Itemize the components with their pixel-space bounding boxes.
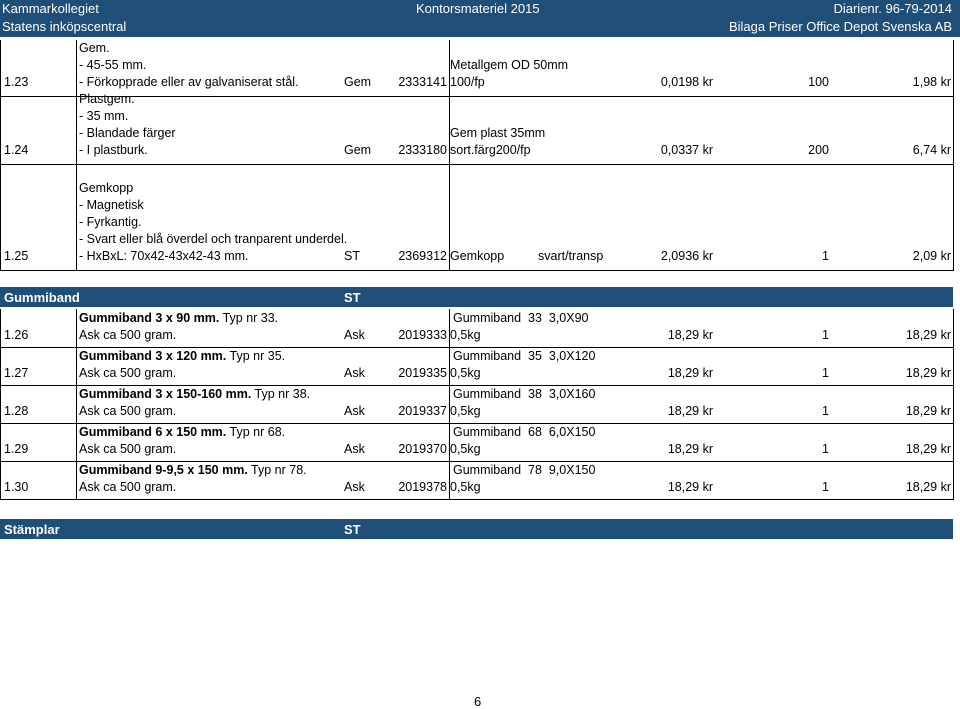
article-number: 2019333: [398, 328, 447, 342]
item-unit: Gem: [344, 75, 372, 89]
header-suborg: Statens inköpscentral: [2, 19, 127, 34]
section-title: Stämplar: [4, 522, 60, 537]
page-number: 6: [474, 694, 482, 709]
row-border: [0, 461, 953, 462]
product-name-variant: 0,5kg: [450, 328, 481, 342]
product-name: Metallgem OD 50mm: [450, 58, 569, 72]
item-title: Gummiband 3 x 120 mm.: [79, 349, 227, 363]
item-unit: Ask: [344, 404, 365, 418]
item-description-line: Ask ca 500 gram.: [79, 366, 177, 380]
quantity: 100: [808, 75, 829, 89]
item-description-line: Gem.: [79, 41, 110, 55]
item-number: 1.30: [4, 480, 29, 494]
section-unit: ST: [344, 522, 361, 537]
quantity: 200: [808, 143, 829, 157]
item-title: Gummiband 6 x 150 mm.: [79, 425, 227, 439]
item-type: Typ nr 35.: [226, 349, 286, 363]
column-border: [449, 309, 450, 500]
item-unit: Gem: [344, 143, 372, 157]
item-description-line: - HxBxL: 70x42-43x42-43 mm.: [79, 249, 249, 263]
product-name-variant: 0,5kg: [450, 366, 481, 380]
product-name-variant: 0,5kg: [450, 480, 481, 494]
column-border: [449, 40, 450, 271]
item-title: Gummiband 9-9,5 x 150 mm.: [79, 463, 248, 477]
total-price: 18,29 kr: [905, 404, 951, 418]
product-name-variant: 0,5kg: [450, 404, 481, 418]
section-header-stamplar: [0, 519, 953, 539]
item-description-line: [79, 387, 310, 401]
unit-price: 18,29 kr: [667, 442, 713, 456]
item-number: 1.28: [4, 404, 29, 418]
quantity: 1: [822, 442, 829, 456]
header-org: Kammarkollegiet: [2, 1, 99, 16]
unit-price: 18,29 kr: [667, 480, 713, 494]
item-description-line: Plastgem.: [79, 92, 135, 106]
quantity: 1: [822, 480, 829, 494]
unit-price: 0,0198 kr: [660, 75, 713, 89]
unit-price: 18,29 kr: [667, 366, 713, 380]
total-price: 6,74 kr: [912, 143, 951, 157]
product-name: Gummiband 68 6,0X150: [453, 425, 596, 439]
article-number: 2019370: [398, 442, 447, 456]
item-type: Typ nr 78.: [247, 463, 307, 477]
article-number: 2019337: [398, 404, 447, 418]
article-number: 2019378: [398, 480, 447, 494]
product-name: Gummiband 38 3,0X160: [453, 387, 596, 401]
quantity: 1: [822, 366, 829, 380]
product-name-variant: 100/fp: [450, 75, 485, 89]
quantity: 1: [822, 404, 829, 418]
article-number: 2369312: [398, 249, 447, 263]
quantity: 1: [822, 249, 829, 263]
product-name-variant: sort.färg200/fp: [450, 143, 531, 157]
section-unit: ST: [344, 290, 361, 305]
product-name: Gemkopp: [450, 249, 505, 263]
item-description-line: [79, 463, 307, 477]
item-description-line: Ask ca 500 gram.: [79, 442, 177, 456]
total-price: 18,29 kr: [905, 366, 951, 380]
item-description-line: Ask ca 500 gram.: [79, 480, 177, 494]
section-title: Gummiband: [4, 290, 80, 305]
row-border: [0, 423, 953, 424]
column-border: [953, 309, 954, 500]
item-number: 1.24: [4, 143, 29, 157]
item-type: Typ nr 68.: [226, 425, 286, 439]
product-name: Gem plast 35mm: [450, 126, 546, 140]
item-number: 1.27: [4, 366, 29, 380]
item-description-line: [79, 311, 278, 325]
item-description-line: - 35 mm.: [79, 109, 129, 123]
row-border: [0, 385, 953, 386]
total-price: 18,29 kr: [905, 480, 951, 494]
row-border: [0, 347, 953, 348]
column-border: [76, 40, 77, 271]
column-border: [76, 309, 77, 500]
header-supplier: Bilaga Priser Office Depot Svenska AB: [728, 19, 952, 34]
item-type: Typ nr 38.: [251, 387, 311, 401]
unit-price: 0,0337 kr: [660, 143, 713, 157]
item-number: 1.25: [4, 249, 29, 263]
item-description-line: Ask ca 500 gram.: [79, 404, 177, 418]
item-number: 1.23: [4, 75, 29, 89]
product-name-variant: svart/transp: [538, 249, 604, 263]
item-number: 1.26: [4, 328, 29, 342]
product-name: Gummiband 78 9,0X150: [453, 463, 596, 477]
row-border: [0, 499, 953, 500]
item-description-line: [79, 425, 285, 439]
header-diarienr: Diarienr. 96-79-2014: [833, 1, 952, 16]
product-name: Gummiband 33 3,0X90: [453, 311, 589, 325]
section-header-gummiband: [0, 287, 953, 307]
item-unit: Ask: [344, 366, 365, 380]
item-unit: Ask: [344, 480, 365, 494]
item-description-line: - I plastburk.: [79, 143, 148, 157]
item-description-line: Gemkopp: [79, 181, 134, 195]
item-unit: Ask: [344, 442, 365, 456]
item-description-line: - Blandade färger: [79, 126, 176, 140]
unit-price: 2,0936 kr: [660, 249, 713, 263]
item-unit: ST: [344, 249, 360, 263]
total-price: 18,29 kr: [905, 442, 951, 456]
article-number: 2333180: [398, 143, 447, 157]
column-border: [953, 40, 954, 271]
page-header: [0, 0, 960, 37]
product-name-variant: 0,5kg: [450, 442, 481, 456]
total-price: 18,29 kr: [905, 328, 951, 342]
item-description-line: - Fyrkantig.: [79, 215, 142, 229]
row-border: [0, 96, 953, 97]
row-border: [0, 270, 953, 271]
total-price: 2,09 kr: [912, 249, 951, 263]
item-title: Gummiband 3 x 90 mm.: [79, 311, 220, 325]
column-border: [0, 40, 1, 271]
item-type: Typ nr 33.: [219, 311, 279, 325]
header-title: Kontorsmateriel 2015: [416, 1, 540, 16]
column-border: [0, 309, 1, 500]
article-number: 2019335: [398, 366, 447, 380]
item-unit: Ask: [344, 328, 365, 342]
item-title: Gummiband 3 x 150-160 mm.: [79, 387, 252, 401]
item-description-line: - Förkopprade eller av galvaniserat stål.: [79, 75, 299, 89]
item-description-line: - Magnetisk: [79, 198, 144, 212]
item-description-line: - Svart eller blå överdel och tranparent underdel.: [79, 232, 348, 246]
unit-price: 18,29 kr: [667, 328, 713, 342]
product-name: Gummiband 35 3,0X120: [453, 349, 596, 363]
item-description-line: - 45-55 mm.: [79, 58, 147, 72]
row-border: [0, 164, 953, 165]
unit-price: 18,29 kr: [667, 404, 713, 418]
item-description-line: [79, 349, 285, 363]
item-description-line: Ask ca 500 gram.: [79, 328, 177, 342]
article-number: 2333141: [398, 75, 447, 89]
item-number: 1.29: [4, 442, 29, 456]
quantity: 1: [822, 328, 829, 342]
total-price: 1,98 kr: [912, 75, 951, 89]
